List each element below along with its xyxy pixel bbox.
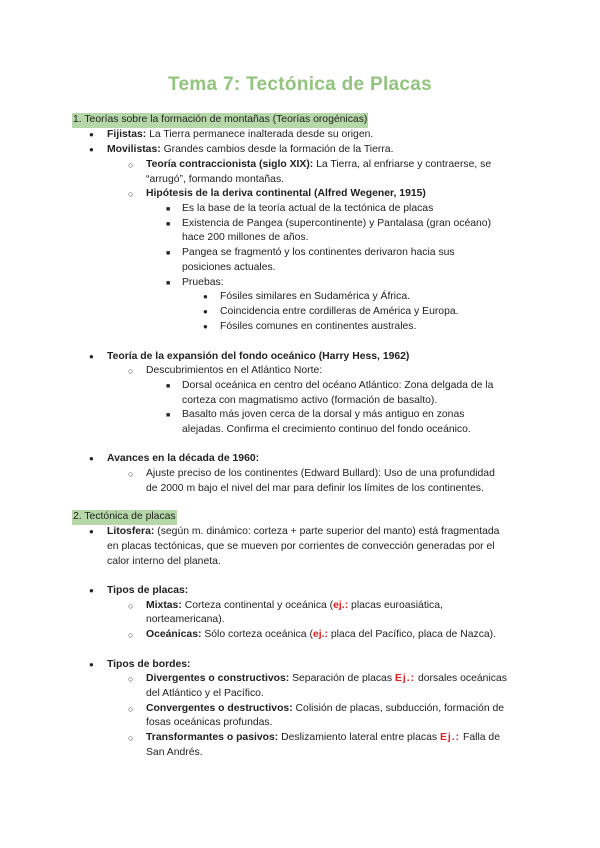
transformantes-item: Transformantes o pasivos: Deslizamiento lateral entre placas Ej.: Falla de (146, 732, 500, 743)
deriva-heading: Hipótesis de la deriva continental (Alfred Wegener, 1915) (146, 188, 426, 199)
bullet-square-icon (166, 379, 170, 395)
deriva-item: Pangea se fragmentó y los continentes derivaron hacia sus (182, 247, 455, 258)
bullet-circle-icon (128, 364, 133, 380)
bullet-square-icon (166, 276, 170, 292)
bullet-circle-icon (128, 731, 133, 747)
bullet-dot-icon (89, 350, 94, 365)
avances-item-cont: de 2000 m bajo el nivel del mar para definir los límites de los continentes. (146, 483, 484, 494)
oceanicas-item: Oceánicas: Sólo corteza oceánica (ej.: placa del Pacífico, placa de Nazca). (146, 629, 497, 640)
bullet-circle-icon (128, 158, 133, 174)
pruebas-label: Pruebas: (182, 277, 224, 288)
hess-item-cont: alejadas. Confirma el crecimiento continuo del fondo oceánico. (182, 424, 471, 435)
deriva-item: Existencia de Pangea (supercontinente) y Pantalasa (gran océano) (182, 218, 492, 229)
litosfera-item: Litosfera: (según m. dinámico: corteza + parte superior del manto) está fragmentada (107, 526, 500, 537)
convergentes-cont: fosas oceánicas profundas. (146, 717, 273, 728)
deriva-item-cont: hace 200 millones de años. (182, 232, 309, 243)
avances-heading: Avances en la década de 1960: (107, 453, 260, 464)
bullet-square-icon (166, 217, 170, 233)
bullet-dot-icon (203, 290, 208, 305)
bullet-circle-icon (128, 599, 133, 615)
transformantes-cont: San Andrés. (146, 747, 203, 758)
bullet-circle-icon (128, 467, 133, 483)
page-title: Tema 7: Tectónica de Placas (167, 74, 432, 95)
bullet-dot-icon (203, 320, 208, 335)
bullet-circle-icon (128, 672, 133, 688)
deriva-item-cont: posiciones actuales. (182, 262, 276, 273)
bullet-dot-icon (89, 128, 94, 143)
deriva-item: Es la base de la teoría actual de la tectónica de placas (182, 203, 434, 214)
hess-item: Dorsal oceánica en centro del océano Atlántico: Zona delgada de la (182, 380, 494, 391)
bullet-square-icon (166, 246, 170, 262)
tipos-placas-heading: Tipos de placas: (107, 585, 189, 596)
bullet-dot-icon (89, 658, 94, 673)
bullet-square-icon (166, 408, 170, 424)
section-1-heading: 1. Teorías sobre la formación de montañas (Teorías orogénicas) (72, 113, 368, 128)
bullet-circle-icon (128, 702, 133, 718)
contraccionista-cont: “arrugó”, formando montañas. (146, 174, 285, 185)
hess-sub: Descubrimientos en el Atlántico Norte: (146, 365, 323, 376)
litosfera-cont: en placas tectónicas, que se mueven por corrientes de convección generadas por el (107, 541, 495, 552)
convergentes-item: Convergentes o destructivos: Colisión de placas, subducción, formación de (146, 703, 505, 714)
bullet-dot-icon (89, 452, 94, 467)
prueba-item: Fósiles similares en Sudamérica y África. (220, 291, 410, 302)
bullet-circle-icon (128, 628, 133, 644)
bullet-dot-icon (203, 305, 208, 320)
bullet-circle-icon (128, 187, 133, 203)
litosfera-cont: calor interno del planeta. (107, 556, 221, 567)
section-2-heading: 2. Tectónica de placas (72, 510, 177, 525)
movilistas-item: Movilistas: Grandes cambios desde la formación de la Tierra. (107, 144, 394, 155)
bullet-dot-icon (89, 143, 94, 158)
hess-item: Basalto más joven cerca de la dorsal y más antiguo en zonas (182, 409, 465, 420)
bullet-dot-icon (89, 525, 94, 540)
avances-item: Ajuste preciso de los continentes (Edward Bullard): Uso de una profundidad (146, 468, 495, 479)
hess-heading: Teoría de la expansión del fondo oceánico (Harry Hess, 1962) (107, 351, 410, 362)
divergentes-item: Divergentes o constructivos: Separación de placas Ej.: dorsales oceánicas (146, 673, 507, 684)
bullet-square-icon (166, 202, 170, 218)
prueba-item: Fósiles comunes en continentes australes. (220, 321, 417, 332)
prueba-item: Coincidencia entre cordilleras de América y Europa. (220, 306, 459, 317)
bullet-dot-icon (89, 584, 94, 599)
mixtas-item: Mixtas: Corteza continental y oceánica (ej.: placas euroasiática, (146, 600, 443, 611)
contraccionista-item: Teoría contraccionista (siglo XIX): La Tierra, al enfriarse y contraerse, se (146, 159, 492, 170)
mixtas-cont: norteamericana). (146, 614, 225, 625)
hess-item-cont: corteza con magmatismo activo (formación de basalto). (182, 395, 438, 406)
divergentes-cont: del Atlántico y el Pacífico. (146, 688, 264, 699)
fijistas-item: Fijistas: La Tierra permanece inalterada desde su origen. (107, 129, 374, 140)
tipos-bordes-heading: Tipos de bordes: (107, 659, 191, 670)
